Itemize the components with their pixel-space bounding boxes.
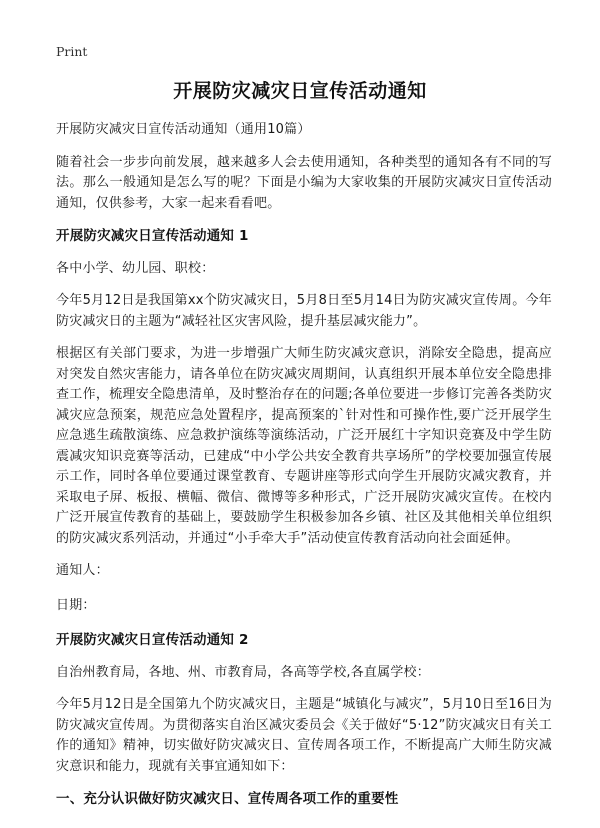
print-link[interactable]: Print <box>56 44 88 59</box>
intro-paragraph: 随着社会一步步向前发展，越来越多人会去使用通知，各种类型的通知各有不同的写法。那么一般通知是怎么写的呢？下面是小编为大家收集的开展防灾减灾日宣传活动通知，仅供参考，大家一起来看看吧。 <box>56 154 552 211</box>
section-1-paragraph-1: 今年5月12日是我国第xx个防灾减灾日，5月8日至5月14日为防灾减灾宣传周。今年防灾减灾日的主题为“减轻社区灾害风险，提升基层减灾能力”。 <box>56 293 552 329</box>
section-2-heading: 开展防灾减灾日宣传活动通知 2 <box>56 632 249 648</box>
section-2-paragraph-1: 今年5月12日是全国第九个防灾减灾日，主题是“城镇化与减灾”，5月10日至16日为防灾减灾宣传周。为贯彻落实自治区减灾委员会《关于做好“5·12”防灾减灾日有关工作的通知》精神，切实做好防灾减灾日、宣传周各项工作，不断提高广大师生防灾减灾意识和能力，现就有关事宜通知如下： <box>56 697 552 774</box>
section-2-subheading: 一、充分认识做好防灾减灾日、宣传周各项工作的重要性 <box>56 791 399 807</box>
section-1-recipients: 各中小学、幼儿园、职校： <box>56 260 215 276</box>
document-body <box>56 120 552 822</box>
section-2-recipients: 自治州教育局，各地、州、市教育局，各高等学校,各直属学校： <box>56 664 430 680</box>
document-subtitle: 开展防灾减灾日宣传活动通知（通用10篇） <box>56 122 311 137</box>
section-1-notifier: 通知人： <box>56 563 109 578</box>
page-title: 开展防灾减灾日宣传活动通知 <box>173 80 427 102</box>
section-1-heading: 开展防灾减灾日宣传活动通知 1 <box>56 228 249 244</box>
section-1-paragraph-2: 根据区有关部门要求，为进一步增强广大师生防灾减灾意识，消除安全隐患，提高应对突发自然灾害能力，请各单位在防灾减灾周期间，认真组织开展本单位安全隐患排查工作，梳理安全隐患清单，及时整治存在的问题;各单位要进一步修订完善各类防灾减灾应急预案，规范应急处置程序，提高预案的`针对性和可操作性,要广泛开展学生应急逃生疏散演练、应急救护演练等演练活动，广泛开展红十字知识竞赛及中学生防震减灾知识竞赛等活动，已建成“中小学公共安全教育共享场所”的学校要加强宣传展示工作，同时各单位要通过课堂教育、专题讲座等形式向学生开展防灾减灾教育，并采取电子屏、板报、横幅、微信、微博等多种形式，广泛开展防灾减灾宣传。在校内广泛开展宣传教育的基础上，要鼓励学生积极参加各乡镇、社区及其他相关单位组织的防灾减灾系列活动，并通过“小手牵大手”活动使宣传教育活动向社会面延伸。 <box>56 346 552 546</box>
section-1-date: 日期： <box>56 597 96 613</box>
